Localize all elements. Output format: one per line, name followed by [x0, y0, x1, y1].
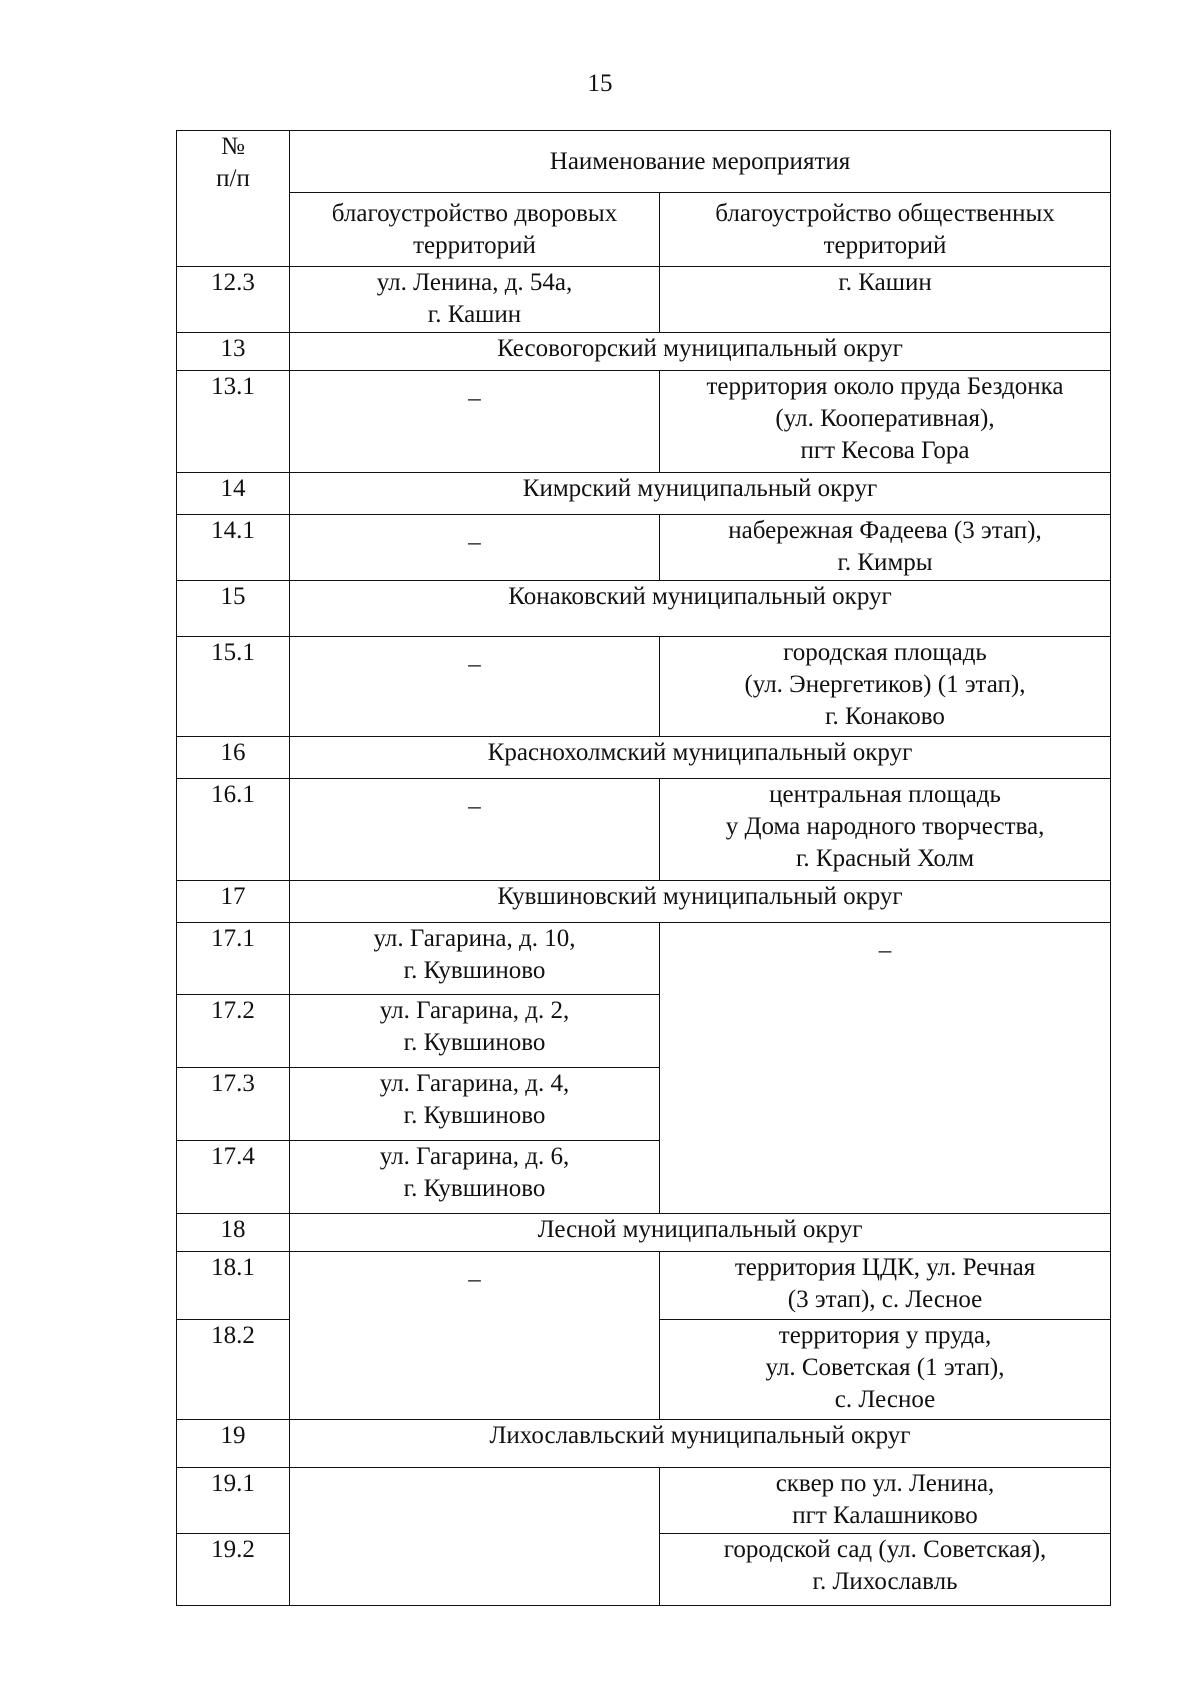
row-number: 18.1 — [177, 1252, 290, 1320]
header-number-abbrev: п/п — [216, 165, 250, 192]
header-yard-cell — [290, 193, 660, 267]
yard-cell — [290, 1141, 660, 1214]
yard-address: ул. Гагарина, д. 6, — [379, 1143, 570, 1170]
header-number-cell — [177, 131, 290, 267]
row-number: 17 — [177, 881, 290, 923]
header-public-line2: территорий — [823, 231, 947, 259]
district-name: Лесной муниципальный округ — [290, 1214, 1111, 1252]
yard-cell — [290, 1068, 660, 1141]
district-row — [177, 881, 1111, 923]
public-text-line1: территория около пруда Бездонка — [706, 373, 1064, 400]
public-text-line2: (ул. Кооперативная), — [775, 405, 995, 432]
yard-cell: – — [290, 779, 660, 881]
public-text-line1: набережная Фадеева (3 этап), — [728, 517, 1042, 544]
table-row — [177, 1468, 1111, 1534]
yard-cell: – — [290, 1252, 660, 1420]
district-name: Кесовогорский муниципальный округ — [290, 333, 1111, 371]
public-text-line2: у Дома народного творчества, — [725, 813, 1045, 840]
yard-cell — [290, 995, 660, 1068]
district-name: Краснохолмский муниципальный округ — [290, 737, 1111, 779]
header-yard-line1: благоустройство дворовых — [331, 199, 618, 227]
row-number: 19.1 — [177, 1468, 290, 1534]
district-name: Кувшиновский муниципальный округ — [290, 881, 1111, 923]
public-text-line1: городской сад (ул. Советская), — [723, 1536, 1047, 1563]
yard-town: г. Кувшиново — [403, 957, 546, 984]
row-number: 14 — [177, 473, 290, 515]
row-number: 15 — [177, 581, 290, 637]
public-text-line1: городская площадь — [783, 639, 987, 666]
row-number: 19.2 — [177, 1534, 290, 1606]
row-number: 17.3 — [177, 1068, 290, 1141]
row-number: 16.1 — [177, 779, 290, 881]
row-number: 18 — [177, 1214, 290, 1252]
public-text-line1: сквер по ул. Ленина, — [775, 1470, 995, 1497]
public-text-line2: ул. Советская (1 этап), — [765, 1354, 1005, 1381]
table-row — [177, 923, 1111, 995]
public-cell — [660, 779, 1111, 881]
events-table — [176, 130, 1111, 1606]
subheader-row — [177, 193, 1111, 267]
row-number: 15.1 — [177, 637, 290, 737]
public-text-line3: с. Лесное — [834, 1386, 936, 1413]
header-row — [177, 131, 1111, 193]
page-number: 15 — [587, 70, 613, 97]
district-name: Конаковский муниципальный округ — [290, 581, 1111, 637]
yard-address: ул. Гагарина, д. 4, — [379, 1070, 570, 1097]
yard-cell — [290, 923, 660, 995]
public-text-line2: пгт Калашниково — [792, 1502, 978, 1529]
row-number: 19 — [177, 1420, 290, 1468]
yard-town: г. Кувшиново — [403, 1102, 546, 1129]
public-cell — [660, 371, 1111, 473]
public-text-line2: г. Кимры — [837, 549, 933, 576]
table-row — [177, 637, 1111, 737]
district-row — [177, 1420, 1111, 1468]
yard-town: г. Кашин — [427, 301, 522, 328]
public-text: г. Кашин — [838, 269, 932, 296]
yard-town: г. Кувшиново — [403, 1029, 546, 1056]
row-number: 18.2 — [177, 1320, 290, 1420]
yard-cell: – — [290, 515, 660, 581]
yard-address: ул. Ленина, д. 54а, — [376, 269, 573, 296]
public-cell — [660, 1534, 1111, 1606]
public-cell — [660, 267, 1111, 333]
row-number: 13.1 — [177, 371, 290, 473]
public-cell — [660, 1320, 1111, 1420]
public-text-line1: территория у пруда, — [778, 1322, 992, 1349]
table-row — [177, 371, 1111, 473]
public-cell: – — [660, 923, 1111, 1214]
row-number: 17.1 — [177, 923, 290, 995]
header-public-cell — [660, 193, 1111, 267]
yard-cell — [290, 1468, 660, 1606]
public-text-line1: территория ЦДК, ул. Речная — [734, 1254, 1036, 1281]
yard-cell: – — [290, 637, 660, 737]
public-text-line3: г. Красный Холм — [795, 845, 975, 872]
row-number: 12.3 — [177, 267, 290, 333]
table-row — [177, 779, 1111, 881]
district-row — [177, 581, 1111, 637]
district-row — [177, 333, 1111, 371]
district-row — [177, 473, 1111, 515]
public-text-line3: г. Конаково — [825, 703, 945, 730]
yard-town: г. Кувшиново — [403, 1175, 546, 1202]
public-cell — [660, 637, 1111, 737]
row-number: 17.2 — [177, 995, 290, 1068]
table-row — [177, 515, 1111, 581]
row-number: 16 — [177, 737, 290, 779]
public-text-line2: (3 этап), с. Лесное — [787, 1286, 983, 1313]
public-text-line2: (ул. Энергетиков) (1 этап), — [744, 671, 1026, 698]
public-cell — [660, 1252, 1111, 1320]
public-text-line3: пгт Кесова Гора — [800, 437, 970, 464]
table-row — [177, 267, 1111, 333]
district-row — [177, 1214, 1111, 1252]
header-title: Наименование мероприятия — [549, 147, 851, 175]
header-number-symbol: № — [221, 133, 245, 160]
district-name: Лихославльский муниципальный округ — [290, 1420, 1111, 1468]
table-row — [177, 1252, 1111, 1320]
public-text-line1: центральная площадь — [769, 781, 1001, 808]
yard-cell — [290, 267, 660, 333]
district-row — [177, 737, 1111, 779]
district-name: Кимрский муниципальный округ — [290, 473, 1111, 515]
row-number: 17.4 — [177, 1141, 290, 1214]
yard-address: ул. Гагарина, д. 10, — [373, 925, 576, 952]
row-number: 13 — [177, 333, 290, 371]
header-title-cell — [290, 131, 1111, 193]
public-cell — [660, 515, 1111, 581]
public-cell — [660, 1468, 1111, 1534]
header-yard-line2: территорий — [413, 231, 536, 259]
header-public-line1: благоустройство общественных — [715, 199, 1055, 227]
yard-cell: – — [290, 371, 660, 473]
row-number: 14.1 — [177, 515, 290, 581]
yard-address: ул. Гагарина, д. 2, — [379, 997, 570, 1024]
public-text-line2: г. Лихославль — [812, 1568, 958, 1595]
